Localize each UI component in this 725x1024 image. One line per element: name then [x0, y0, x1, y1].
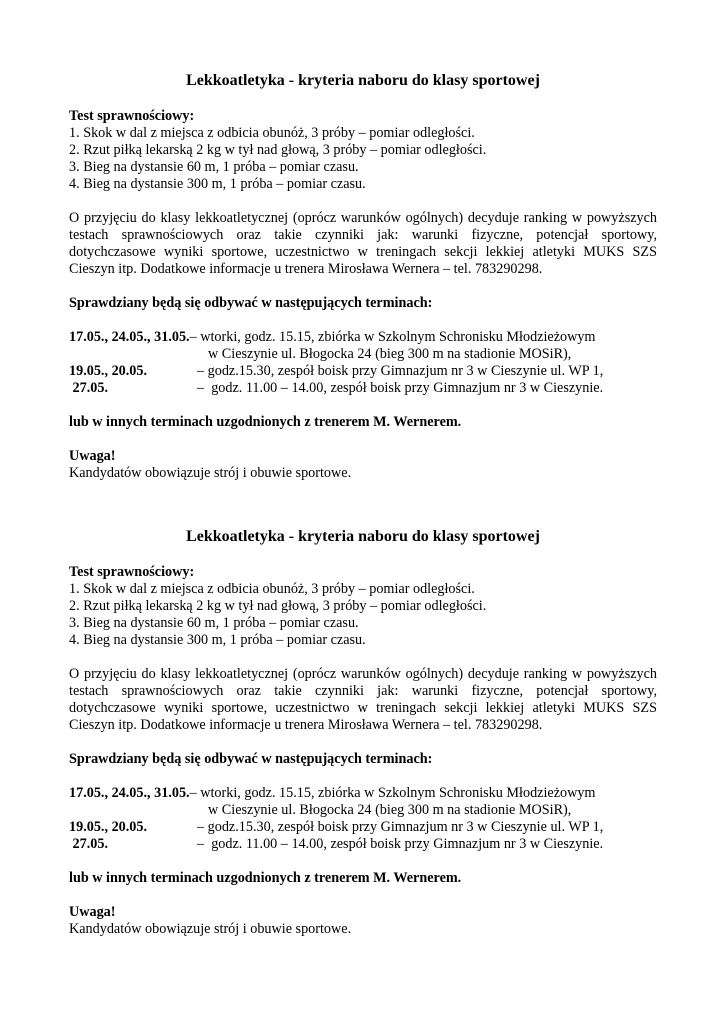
schedule-text: – wtorki, godz. 15.15, zbiórka w Szkolnym Schronisku Młodzieżowym [189, 785, 596, 801]
schedule-dates: 19.05., 20.05. [69, 819, 148, 835]
notice-section-2 [69, 528, 657, 938]
test-item: 2. Rzut piłką lekarską 2 kg w tył nad głową, 3 próby – pomiar odległości. [69, 142, 487, 158]
test-item: 3. Bieg na dystansie 60 m, 1 próba – pomiar czasu. [69, 615, 359, 631]
schedule-text: – godz. 11.00 – 14.00, zespół boisk przy Gimnazjum nr 3 w Cieszynie. [197, 380, 604, 396]
note-heading: Uwaga! [69, 904, 116, 920]
note-text: Kandydatów obowiązuje strój i obuwie sportowe. [69, 921, 352, 937]
schedule-row [69, 785, 657, 802]
schedule-row [69, 329, 657, 346]
schedule-row [69, 380, 657, 397]
criteria-paragraph: O przyjęciu do klasy lekkoatletycznej (oprócz warunków ogólnych) decyduje ranking w powyższych testach sprawnościowych oraz takie czynniki jak: warunki fizyczne, potencjał sportowy, dotychczasowe wyniki sportowe, uczestnictwo w treningach sekcji lekkiej atletyki MUKS SZS Cieszyn itp. Dodatkowe informacje u trenera Mirosława Wernera – tel. 783290298. [69, 666, 657, 733]
note-text: Kandydatów obowiązuje strój i obuwie sportowe. [69, 465, 352, 481]
section-title: Lekkoatletyka - kryteria naboru do klasy sportowej [186, 528, 540, 545]
criteria-paragraph: O przyjęciu do klasy lekkoatletycznej (oprócz warunków ogólnych) decyduje ranking w powyższych testach sprawnościowych oraz takie czynniki jak: warunki fizyczne, potencjał sportowy, dotychczasowe wyniki sportowe, uczestnictwo w treningach sekcji lekkiej atletyki MUKS SZS Cieszyn itp. Dodatkowe informacje u trenera Mirosława Wernera – tel. 783290298. [69, 210, 657, 277]
test-heading: Test sprawnościowy: [69, 108, 195, 124]
test-heading: Test sprawnościowy: [69, 564, 195, 580]
schedule-row [69, 363, 657, 380]
schedule-dates: 17.05., 24.05., 31.05. [69, 329, 190, 345]
terms-heading: Sprawdziany będą się odbywać w następujących terminach: [69, 295, 433, 311]
schedule-text: – godz. 11.00 – 14.00, zespół boisk przy Gimnazjum nr 3 w Cieszynie. [197, 836, 604, 852]
test-item: 2. Rzut piłką lekarską 2 kg w tył nad głową, 3 próby – pomiar odległości. [69, 598, 487, 614]
test-item: 4. Bieg na dystansie 300 m, 1 próba – pomiar czasu. [69, 176, 366, 192]
schedule-dates: 19.05., 20.05. [69, 363, 148, 379]
test-item: 1. Skok w dal z miejsca z odbicia obunóż, 3 próby – pomiar odległości. [69, 581, 475, 597]
schedule-dates: 27.05. [69, 380, 109, 396]
section-title: Lekkoatletyka - kryteria naboru do klasy sportowej [186, 72, 540, 89]
schedule-row [69, 819, 657, 836]
other-terms: lub w innych terminach uzgodnionych z trenerem M. Wernerem. [69, 870, 462, 886]
schedule-dates: 17.05., 24.05., 31.05. [69, 785, 190, 801]
schedule-row [69, 836, 657, 853]
other-terms: lub w innych terminach uzgodnionych z trenerem M. Wernerem. [69, 414, 462, 430]
schedule-text: – godz.15.30, zespół boisk przy Gimnazjum nr 3 w Cieszynie ul. WP 1, [197, 819, 604, 835]
schedule-text: – wtorki, godz. 15.15, zbiórka w Szkolnym Schronisku Młodzieżowym [189, 329, 596, 345]
test-item: 1. Skok w dal z miejsca z odbicia obunóż, 3 próby – pomiar odległości. [69, 125, 475, 141]
schedule-continuation: w Cieszynie ul. Błogocka 24 (bieg 300 m na stadionie MOSiR), [208, 346, 572, 362]
terms-heading: Sprawdziany będą się odbywać w następujących terminach: [69, 751, 433, 767]
notice-section-1 [69, 72, 657, 482]
schedule-text: – godz.15.30, zespół boisk przy Gimnazjum nr 3 w Cieszynie ul. WP 1, [197, 363, 604, 379]
test-item: 4. Bieg na dystansie 300 m, 1 próba – pomiar czasu. [69, 632, 366, 648]
schedule-continuation: w Cieszynie ul. Błogocka 24 (bieg 300 m na stadionie MOSiR), [208, 802, 572, 818]
test-item: 3. Bieg na dystansie 60 m, 1 próba – pomiar czasu. [69, 159, 359, 175]
schedule-dates: 27.05. [69, 836, 109, 852]
note-heading: Uwaga! [69, 448, 116, 464]
